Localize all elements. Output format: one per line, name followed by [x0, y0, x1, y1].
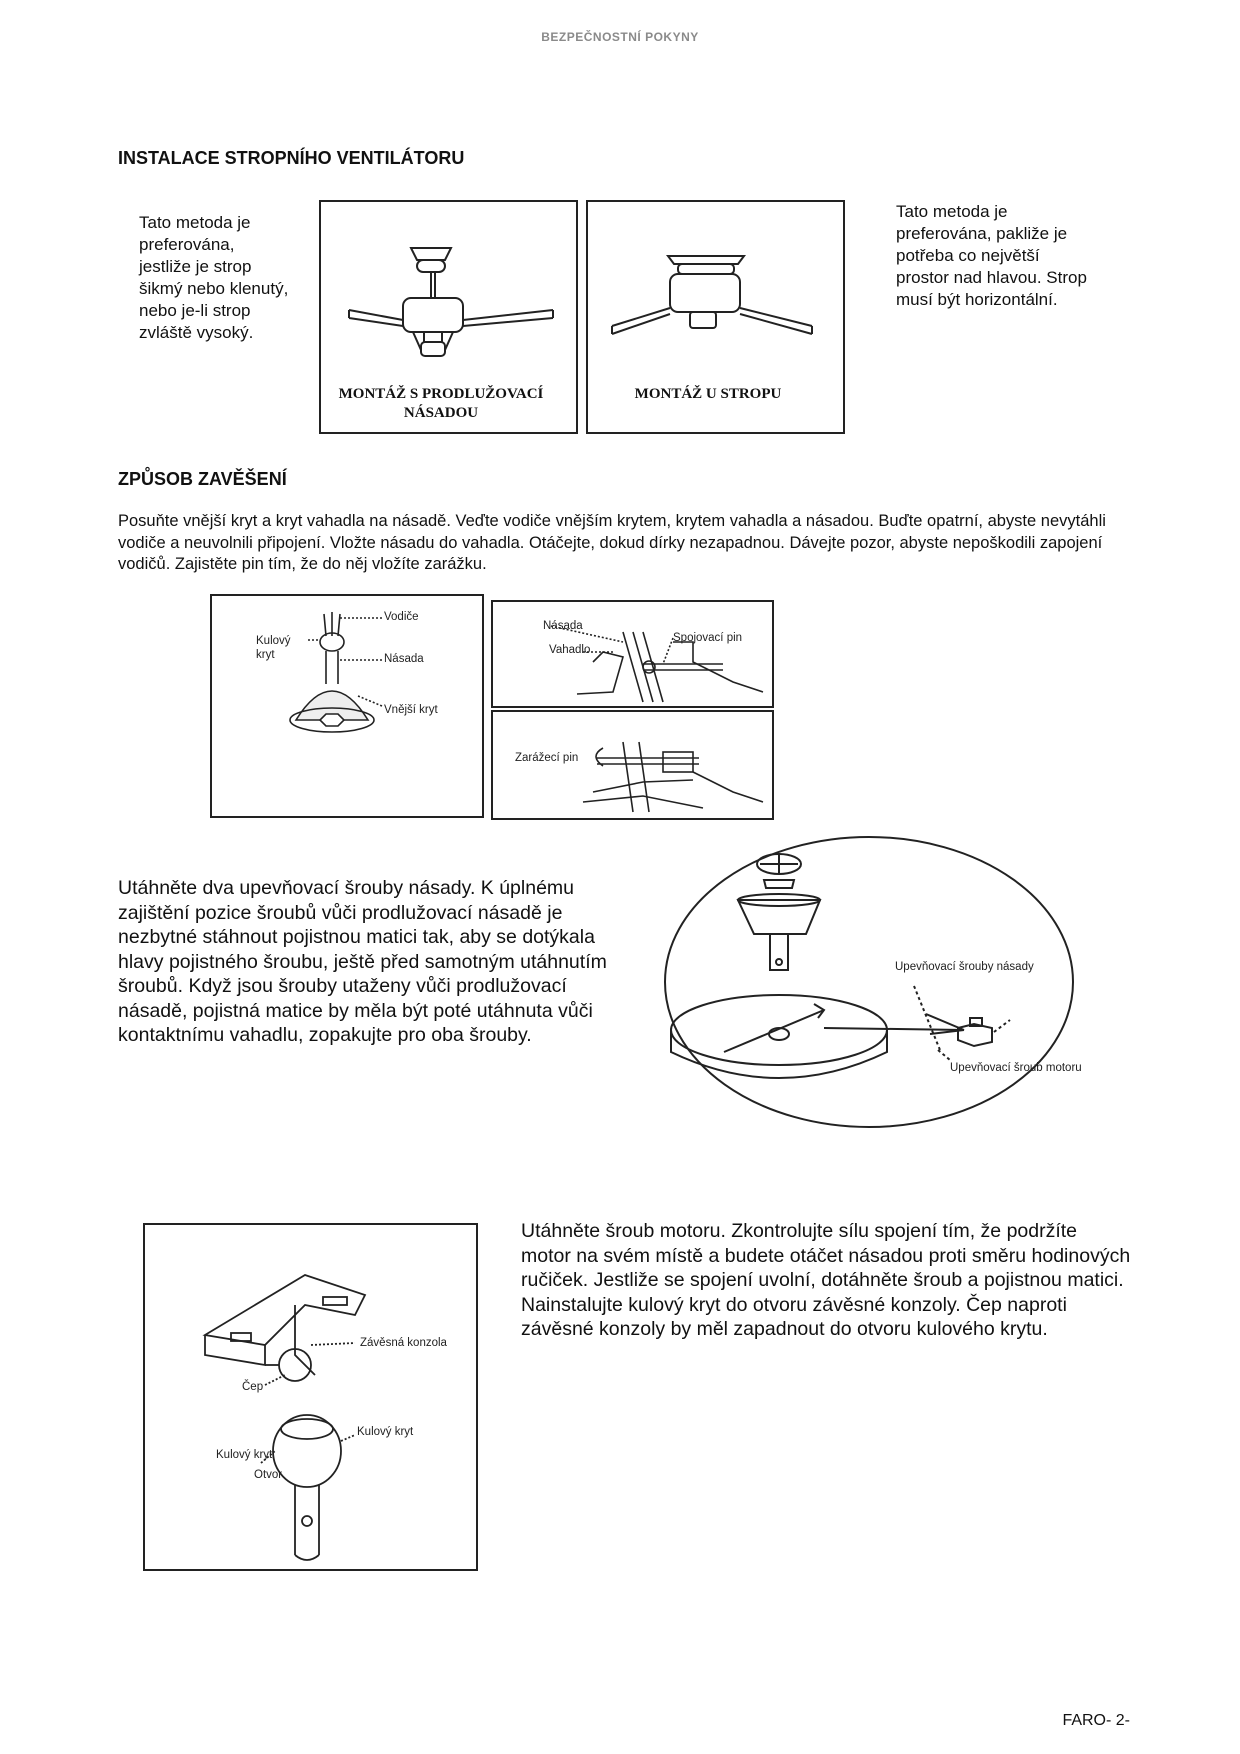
- figure-extension-mount: [319, 200, 578, 434]
- label-nasada: Násada: [384, 653, 424, 665]
- figure-ceiling-mount: [586, 200, 845, 434]
- label-vahadlo: Vahadlo: [549, 644, 591, 656]
- page-header: BEZPEČNOSTNÍ POKYNY: [541, 30, 699, 44]
- label-cep: Čep: [242, 1381, 264, 1393]
- caption-ceiling-mount: MONTÁŽ U STROPU: [634, 386, 782, 402]
- label-kulovy-kryt-left: Kulový kryt: [216, 1449, 273, 1461]
- label-upevnovaci-sroub-motoru: Upevňovací šroub motoru: [950, 1062, 1082, 1074]
- label-upevnovaci-srouby: Upevňovací šrouby násady: [895, 961, 1034, 973]
- label-zarazeci-pin: Zarážecí pin: [515, 752, 579, 764]
- figure-downrod-assembly: [210, 594, 484, 818]
- label-vnejsi-kryt: Vnější kryt: [384, 704, 438, 716]
- screws-text: Utáhněte dva upevňovací šrouby násady. K úplnému zajištění pozice šroubů vůči prodlužovací násadě je nezbytné stáhnout pojistnou matici tak, aby se dotýkala hlavy pojistného šroubu, ještě před samotným utáhnutím šroubů. Když jsou šrouby utaženy vůči prodlužovací násadě, pojistná matice by měla být poté utáhnuta vůči kontaktnímu vahadlu, zopakujte pro oba šrouby.: [118, 877, 607, 1046]
- left-method-text: Tato metoda je preferována, jestliže je strop šikmý nebo klenutý, nebo je-li strop zvláště vysoký.: [139, 213, 289, 342]
- label-zavesna-konzola: Závěsná konzola: [360, 1337, 447, 1349]
- locking-pin-drawing: [493, 712, 776, 822]
- motor-screw-text: Utáhněte šroub motoru. Zkontrolujte sílu spojení tím, že podržíte motor na svém místě a budete otáčet násadou proti směru hodinových ručiček. Jestliže se spojení uvolní, dotáhněte šroub a pojistnou matici. Nainstalujte kulový kryt do otvoru závěsné konzoly. Čep naproti závěsné konzoly by měl zapadnout do otvoru kulového krytu.: [521, 1220, 1131, 1340]
- connecting-pin-drawing: [493, 602, 776, 710]
- suspension-text: Posuňte vnější kryt a kryt vahadla na násadě. Veďte vodiče vnějším krytem, krytem vahadla a násadou. Buďte opatrní, abyste nevytáhli vodiče a neuvolnili připojení. Vložte násadu do vahadla. Otáčejte, dokud dírky nezapadnou. Dávejte pozor, abyste nepoškodili zapojení vodičů. Zajistěte pin tím, že do něj vložíte zarážku.: [118, 512, 1106, 573]
- motor-screw-oval-figure: [664, 834, 1074, 1134]
- figure-locking-pin: [491, 710, 774, 820]
- figure-hanging-bracket: [143, 1223, 478, 1571]
- label-nasada-pin: Násada: [543, 620, 583, 632]
- label-spojovaci-pin: Spojovací pin: [673, 632, 743, 644]
- right-method-text: Tato metoda je preferována, pakliže je potřeba co největší prostor nad hlavou. Strop musí být horizontální.: [896, 202, 1087, 309]
- figure-connecting-pin: [491, 600, 774, 708]
- label-vodice: Vodiče: [384, 611, 419, 623]
- downrod-drawing: [212, 596, 486, 820]
- label-kulovy-kryt: Kulový kryt: [256, 635, 291, 661]
- section-title-installation: INSTALACE STROPNÍHO VENTILÁTORU: [118, 148, 465, 168]
- label-kulovy-kryt-right: Kulový kryt: [357, 1426, 414, 1438]
- caption-extension-mount: MONTÁŽ S PRODLUŽOVACÍ NÁSADOU: [338, 386, 544, 421]
- page-footer: FARO- 2-: [1062, 1712, 1130, 1729]
- section-title-suspension: ZPŮSOB ZAVĚŠENÍ: [118, 469, 287, 489]
- hanging-bracket-drawing: [145, 1225, 480, 1573]
- label-otvor: Otvor: [254, 1469, 283, 1481]
